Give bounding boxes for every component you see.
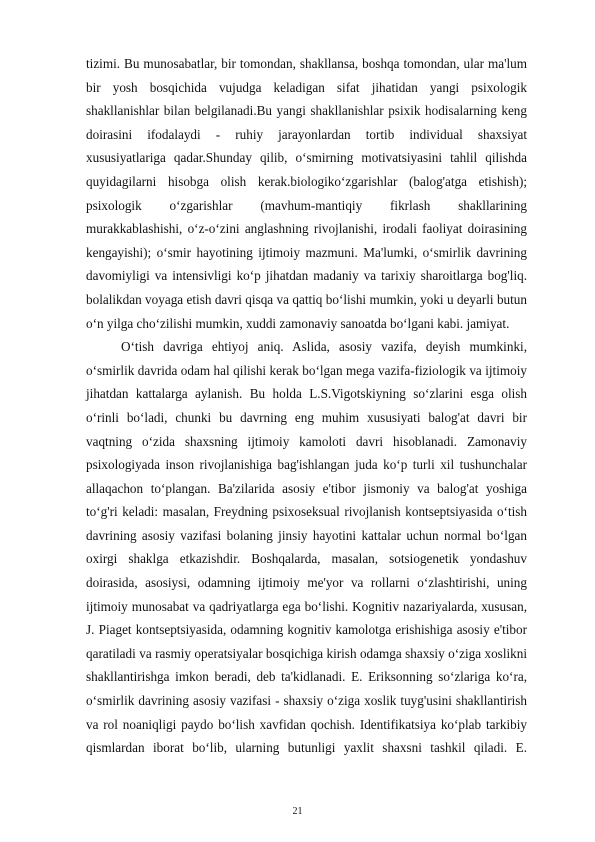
text-line: bir yosh bosqichida vujudga keladigan sifat jihatidan yangi psixologik: [86, 79, 527, 95]
text-line: J. Piaget kontseptsiyasida, odamning kognitiv kamolotga erishishiga asosiy e'tibor: [86, 622, 527, 638]
text-line: to‘g'ri keladi: masalan, Freydning psixoseksual rivojlanish kontseptsiyasida o‘tish: [86, 504, 527, 520]
text-line: vaqtning o‘zida shaxsning ijtimoiy kamoloti davri hisoblanadi. Zamonaviy: [86, 433, 527, 449]
text-line: shakllanishlar bilan belgilanadi.Bu yangi shakllanishlar psixik hodisalarning keng: [86, 103, 527, 119]
body-text: [86, 52, 527, 760]
text-line: bolalikdan voyaga etish davri qisqa va qattiq bo‘lishi mumkin, yoki u deyarli butun: [86, 291, 527, 307]
text-line: o‘smirlik davrida odam hal qilishi kerak bo‘lgan mega vazifa-fiziologik va ijtimoiy: [86, 362, 527, 378]
text-line: doirasini ifodalaydi - ruhiy jarayonlardan tortib individual shaxsiyat: [86, 126, 527, 142]
paragraph-1: [86, 52, 527, 335]
text-line: allaqachon to‘plangan. Ba'zilarida asosiy e'tibor jismoniy va balog'at yoshiga: [86, 480, 527, 496]
text-line: o‘n yilga cho‘zilishi mumkin, xuddi zamonaviy sanoatda bo‘lgani kabi. jamiyat.: [86, 315, 510, 331]
text-line: kengayishi); o‘smir hayotining ijtimoiy mazmuni. Ma'lumki, o‘smirlik davrining: [86, 244, 527, 260]
text-line: shakllantirishga imkon beradi, deb ta'kidlanadi. E. Eriksonning so‘zlariga ko‘ra,: [86, 669, 527, 685]
text-line: quyidagilarni hisobga olish kerak.biologiko‘zgarishlar (balog'atga etishish);: [86, 173, 527, 189]
text-line: psixologiyada inson rivojlanishiga bag'ishlangan juda ko‘p turli xil tushunchalar: [86, 457, 527, 473]
text-line: ijtimoiy munosabat va qadriyatlarga ega bo‘lishi. Kognitiv nazariyalarda, xususan,: [86, 598, 527, 614]
paragraph-2: [86, 335, 527, 760]
text-line: va rol noaniqligi paydo bo‘lish xavfidan qochish. Identifikatsiya ko‘plab tarkibiy: [86, 716, 527, 732]
text-line: doirasida, asosiysi, odamning ijtimoiy me'yor va rollarni o‘zlashtirishi, uning: [86, 575, 527, 591]
page-number: 21: [292, 806, 303, 817]
text-line: qaratiladi va rasmiy operatsiyalar bosqichiga kirish odamga shaxsiy o‘ziga xoslikni: [86, 645, 527, 661]
text-line: o‘rinli bo‘ladi, chunki bu davrning eng muhim xususiyati balog'at davri bir: [86, 409, 527, 425]
text-line: qismlardan iborat bo‘lib, ularning butunligi yaxlit shaxsni tashkil qiladi. E.: [86, 740, 527, 756]
text-line: tizimi. Bu munosabatlar, bir tomondan, shakllansa, boshqa tomondan, ular ma'lum: [86, 56, 527, 71]
text-line: O‘tish davriga ehtiyoj aniq. Aslida, asosiy vazifa, deyish mumkinki,: [121, 339, 527, 355]
text-line: davomiyligi va intensivligi ko‘p jihatdan madaniy va tarixiy sharoitlarga bog'liq.: [86, 268, 527, 284]
text-line: jihatdan kattalarga aylanish. Bu holda L.S.Vigotskiyning so‘zlarini esga olish: [86, 386, 527, 402]
text-line: murakkablashishi, o‘z-o‘zini anglashning rivojlanishi, irodali faoliyat doirasining: [86, 221, 527, 237]
text-line: o‘smirlik davrining asosiy vazifasi - shaxsiy o‘ziga xoslik tuyg'usini shakllantirish: [86, 693, 527, 709]
text-line: psixologik o‘zgarishlar (mavhum-mantiqiy fikrlash shakllarining: [86, 197, 527, 213]
text-line: davrining asosiy vazifasi bolaning jinsiy hayotini kattalar uchun normal bo‘lgan: [86, 527, 527, 543]
text-line: xususiyatlariga qadar.Shunday qilib, o‘smirning motivatsiyasini tahlil qilishda: [86, 150, 527, 166]
text-line: oxirgi shaklga etkazishdir. Boshqalarda, masalan, sotsiogenetik yondashuv: [86, 551, 527, 567]
